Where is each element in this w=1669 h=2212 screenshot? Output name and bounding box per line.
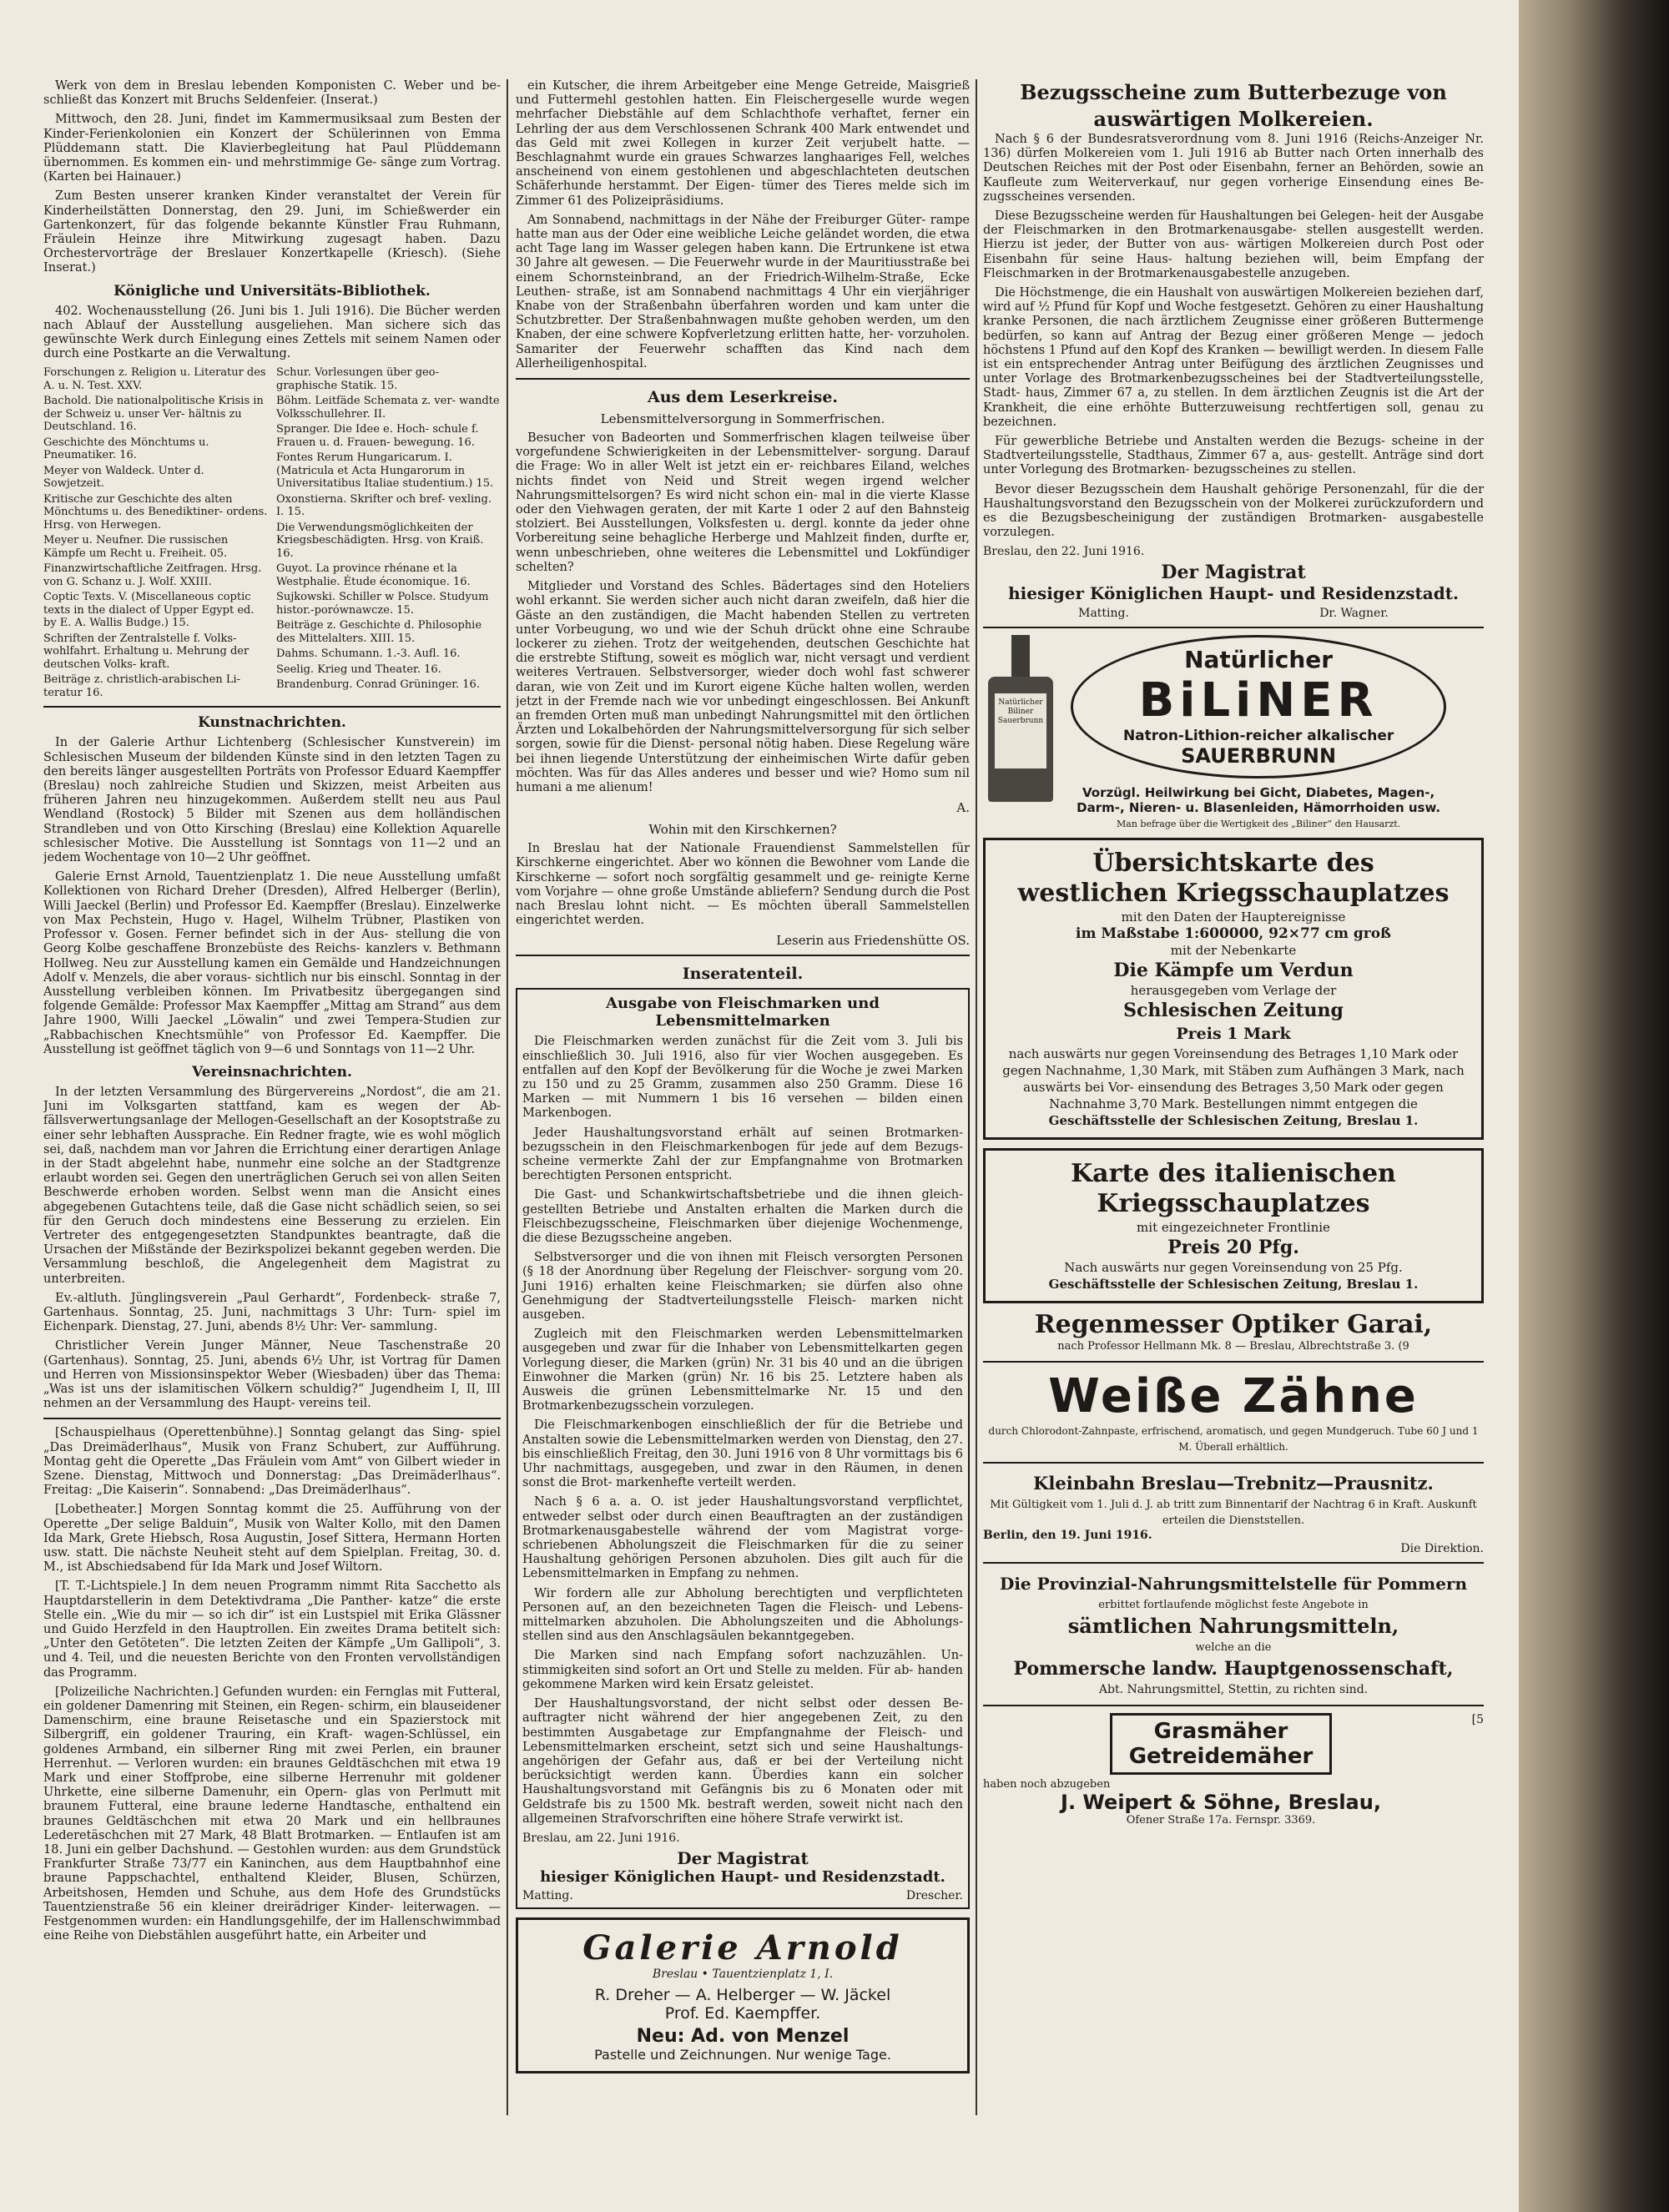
ad-provinzial — [983, 1570, 1484, 1698]
book-entry: Meyer von Waldeck. Unter d. Sowjetzeit. — [43, 464, 204, 491]
ad-title: Die Provinzial-Nahrungsmittelstelle für Pommern — [999, 1574, 1468, 1595]
ad-line: mit den Daten der Hauptereignisse — [1121, 909, 1346, 925]
ad-line: Nach auswärts nur gegen Voreinsendung von 25 Pfg. — [1064, 1260, 1403, 1276]
paragraph: Zum Besten unserer kranken Kinder veranstaltet der Verein für Kinderheilstätten Donnerstag, den 29. Juni, im Schießwerder ein Gartenkonzert, für das folgende bekannte Künstler Frau Ruhmann, Fräulein Heinze ihre Mitwirkung zugesagt haben. Dazu Orchestervorträge der Breslauer Konzertkapelle (Kriesch). (Siehe Inserat.) — [43, 189, 501, 275]
ad-line: Preis 1 Mark — [1176, 1025, 1291, 1044]
notice-title: Ausgabe von Fleischmarken und Lebensmittelmarken — [606, 995, 880, 1030]
ad-line: Kriegsschauplatzes — [1097, 1189, 1370, 1219]
paragraph: In der letzten Versammlung des Bürgervereins „Nordost“, die am 21. Juni im Volksgarten stattfand, kam es wegen der Ab- fällsverwertungsanlage der Mellogen-Gesellschaft an der Kosoptstraße zu einer sehr lebhaften Aussprache. Ein Redner fragte, wie es wohl möglich sei, daß, nachdem man vor Jahren die Errichtung einer derartigen Anlage in der Stadt abgelehnt habe, nunmehr eine solche an der Stadtgrenze erlaubt worden sei. Gegen den unerträglichen Geruch sei von allen Seiten Beschwerde erhoben worden. Selbst wenn man die Ansicht eines abgegebenen Gutachtens teile, daß die Gase nicht schädlich seien, so sei für den Geruch doch mindestens eine Besserung zu erzielen. Ein Vertreter des entgegengesetzten Standpunktes beantragte, daß die Ursachen der Mißstände der Bezirkspolizei bekannt gegeben werden. Die Versammlung beschloß, die Angelegenheit dem Magistrat zu unterbreiten. — [43, 1085, 501, 1286]
signature: A. — [956, 800, 970, 816]
ad-line: J. Weipert & Söhne, Breslau, — [1061, 1791, 1381, 1815]
brand-name: BiLiNER — [1138, 673, 1379, 728]
paragraph: Die Gast- und Schankwirtschaftsbetriebe und die ihnen gleich- gestellten Betriebe und Anstalten erhalten die Marken durch die Fleischbezugsscheine, Fleischmarken über diejenige Wochenmenge, die diese Bezugsscheine angeben. — [522, 1188, 963, 1245]
ad-title: Weiße Zähne — [1048, 1369, 1419, 1424]
paragraph: Galerie Ernst Arnold, Tauentzienplatz 1. Die neue Ausstellung umfaßt Kollektionen von Richard Dreher (Dresden), Alfred Helberger (Berlin), Willi Jaeckel (Berlin) und Professor Ed. Kaempffer (Breslau). Einzelwerke von Max Pechstein, Hugo v. Hagel, Wilhelm Trübner, Plastiken von Professor v. Gosen. Ferner befindet sich in der Aus- stellung die von Georg Kolbe geschaffene Bronzebüste des Reichs- kanzlers v. Bethmann Hollweg. Neu zur Ausstellung kamen ein Gemälde und Handzeichnungen Adolf v. Menzels, die aber voraus- sichtlich nur bis einschl. Sonntag in der Ausstellung verbleiben können. Im Privatbesitz übergegangen sind folgende Gemälde: Professor Max Kaempffer „Mittag am Strand“ aus dem Jahre 1900, Willi Jaeckel „Löwalin“ und zwei Tempera-Studien zur „Rabbachischen Knechtsmühle“ von Professor Ed. Kaempffer. Die Ausstellung ist geöffnet täglich von 9—6 und Sonntags von 11—2 Uhr. — [43, 870, 501, 1056]
book-entry: Fontes Rerum Hungaricarum. I. (Matricula et Acta Hungarorum in Universitatibus Italiae studentium.) 15. — [276, 451, 494, 491]
divider — [516, 378, 970, 380]
book-entry: Forschungen z. Religion u. Literatur des A. u. N. Test. XXV. — [43, 366, 266, 392]
ad-line: Übersichtskarte des — [1092, 849, 1374, 879]
notice-date: Breslau, am 22. Juni 1916. — [522, 1831, 680, 1845]
biliner-text: Vorzügl. Heilwirkung bei Gicht, Diabetes, Magen-, Darm-, Nieren- u. Blasenleiden, Hämorrhoiden usw. — [1077, 785, 1441, 816]
ad-line: sämtlichen Nahrungsmitteln, — [1067, 1614, 1399, 1639]
book-entry: Coptic Texts. V. (Miscellaneous coptic texts in the dialect of Upper Egypt ed. by E. A. Wallis Budge.) 15. — [43, 591, 255, 630]
book-entry: Beiträge z. christlich-arabischen Li- teratur 16. — [43, 673, 241, 699]
book-entry: Seelig. Krieg und Theater. 16. — [276, 663, 441, 676]
book-entry: Die Verwendungsmöglichkeiten der Kriegsbeschädigten. Hrsg. von Kraiß. 16. — [276, 521, 484, 560]
ad-galerie-arnold — [516, 1917, 970, 2073]
ad-text: welche an die — [1195, 1641, 1272, 1655]
subheading: Lebensmittelversorgung in Sommerfrischen. — [600, 411, 885, 427]
paragraph: [Lobetheater.] Morgen Sonntag kommt die 25. Aufführung von der Operette „Der selige Balduin“, Musik von Walter Kollo, mit den Damen Ida Mark, Grete Hiebsch, Rosa Augustin, Josef Sittera, Hermann Horten usw. statt. Die nächste Neuheit steht auf dem Spielplan. Freitag, 30. d. M., ist Abschiedsabend für Ida Mark und Josef Wiltorn. — [43, 1503, 501, 1575]
paragraph: Wir fordern alle zur Abholung berechtigten und verpflichteten Personen auf, an den bezeichneten Tagen die Fleisch- und Lebens- mittelmarken abzuholen. Die Abholungszeiten und die Abholungs- stellen sind aus den Anschlagsäulen bekanntgegeben. — [522, 1586, 963, 1644]
signer-name: Matting. — [522, 1888, 573, 1902]
magistrat-names — [983, 607, 1484, 620]
book-entry: Böhm. Leitfäde Schemata z. ver- wandte Volksschullehrer. II. — [276, 395, 500, 421]
paragraph: ein Kutscher, die ihrem Arbeitgeber eine Menge Getreide, Maisgrieß und Futtermehl gestohlen hatten. Ein Fleischergeselle wurde wegen mehrfacher Diebstähle auf dem Schlachthofe verhaftet, ferner ein Lehrling der aus dem Verschlossenen Schrank 400 Mark entwendet und das Geld mit zwei Kollegen in kurzer Zeit verjubelt hatte. — Beschlagnahmt wurde ein graues Schwarzes langhaariges Fell, welches anscheinend von einem gestohlenen und abgeschlachteten deutschen Schäferhunde herstammt. Der Eigen- tümer des Tieres melde sich im Zimmer 61 des Polizeipräsidiums. — [516, 79, 970, 208]
paragraph: Am Sonnabend, nachmittags in der Nähe der Freiburger Güter- rampe hatte man aus der Oder eine weibliche Leiche geländet worden, die etwa acht Tage lang im Wasser gelegen haben kann. Die Ertrunkene ist etwa 30 Jahre alt gewesen. — Die Feuerwehr wurde in der Mauritiusstraße bei einem Schornsteinbrand, an der Friedrich-Wilhelm-Straße, Ecke Leuthen- straße, ist am Sonnabend nachmittags 4 Uhr ein vierjähriger Knabe von der Straßenbahn überfahren worden und kam unter die Schutzbretter. Der Straßenbahnwagen mußte gehoben werden, um den Knaben, der eine schwere Kopfverletzung erlitten hatte, her- vorzuholen. Samariter der Feuerwehr schafften das Kind nach dem Allerheiligenhospital. — [516, 213, 970, 370]
book-entry: Meyer u. Neufner. Die russischen Kämpfe um Recht u. Freiheit. 05. — [43, 534, 229, 560]
paragraph: 402. Wochenausstellung (26. Juni bis 1. Juli 1916). Die Bücher werden nach Ablauf der Ausstellung ausgeliehen. Man sichere sich das gewünschte Werk durch Einlegung eines Zettels mit seinem Namen oder durch eine Postkarte an die Verwaltung. — [43, 304, 501, 361]
section-heading-bibliothek: Königliche und Universitäts-Bibliothek. — [113, 282, 431, 300]
ad-artists: R. Dreher — A. Helberger — W. Jäckel — [594, 1985, 891, 2004]
divider — [983, 1462, 1484, 1464]
ad-line: mit eingezeichneter Frontlinie — [1137, 1220, 1330, 1236]
ad-weipert — [983, 1713, 1484, 1827]
book-entry: Spranger. Die Idee e. Hoch- schule f. Frauen u. d. Frauen- bewegung. 16. — [276, 423, 479, 449]
divider — [983, 1361, 1484, 1363]
divider — [516, 955, 970, 956]
ad-tagline: Pastelle und Zeichnungen. Nur wenige Tage. — [594, 2046, 891, 2063]
brand-sub: Natron-Lithion-reicher alkalischer — [1122, 728, 1394, 745]
magistrat-subtitle: hiesiger Königlichen Haupt- und Residenzstadt. — [540, 1867, 945, 1886]
ad-address: Breslau • Tauentzienplatz 1, I. — [652, 1967, 834, 1981]
paragraph: Die Fleischmarkenbogen einschließlich der für die Betriebe und Anstalten sowie die Lebensmittelmarken werden von Dienstag, den 27. bis einschließlich Freitag, den 30. Juni 1916 von 8 Uhr vormittags bis 6 Uhr nachmittags, ausgegeben, und zwar in den Räumen, in denen sonst die Brot- markenhefte verteilt werden. — [522, 1418, 963, 1490]
ad-text: durch Chlorodont-Zahnpaste, erfrischend, aromatisch, und gegen Mundgeruch. Tube 60 J und 1 M. Überall erhältlich. — [988, 1425, 1479, 1454]
section-heading-verein: Vereinsnachrichten. — [192, 1063, 352, 1081]
column-1 — [43, 79, 501, 2115]
paragraph: Besucher von Badeorten und Sommerfrischen klagen teilweise über vorgefundene Schwierigkeiten in der Lebensmittelver- sorgung. Darauf die Frage: Wo in aller Welt ist jetzt ein er- reichbares Eiland, welches nichts findet von Neid und Streit wegen irgend welcher Nahrungsmittelsorgen? Es wird nicht schon ein- mal in die vierte Klasse oder den Viehwagen geraten, der mit Karte 1 oder 2 auf den Bahnsteig stolziert. Bei Ausstellungen, Volksfesten u. dergl. konnte da jeder ohne Vorbereitung seine behagliche Herberge und Mahlzeit finden, durfte er, wenn unbeschrieben, ohne weiteres die Lebensmittel und Lokfündiger schelten? — [516, 431, 970, 574]
ad-line: nach auswärts nur gegen Voreinsendung des Betrages 1,10 Mark oder gegen Nachnahme, 1,30 Mark, mit Stäben zum Aufhängen 3 Mark, nach auswärts bei Vor- einsendung des Betrages 3,50 Mark oder gegen Nachnahme 3,70 Mark. Bestellungen nimmt entgegen die — [1002, 1046, 1465, 1112]
paragraph: Die Marken sind nach Empfang sofort nachzuzählen. Un- stimmigkeiten sind sofort an Ort und Stelle zu melden. Für ab- handen gekommene Marken wird kein Ersatz geleistet. — [522, 1649, 963, 1691]
paragraph: Mitglieder und Vorstand des Schles. Bädertages sind den Hoteliers wohl erkannt. Sie werden sicher auch nicht daran zweifeln, daß hier die Gäste an den zuständigen, die Macht habenden Stellen zu vertreten unter Vorbeugung, wo und wie der Schuh drückt ohne eine Schraube lockerer zu ziehen. Trotz der weitgehenden, deutschen Geschichte hat die erstrebte Stiftung, soweit es möglich war, nicht versagt und verdient weiteres Vertrauen. Selbstversorger, wieder doch wohl fast schwerer daran, wie von Zeit und im Kurort eigene Küche halten wollen, werden jetzt in der Fremde nach wie vor unbedingt eingeschlossen. Bei Ankunft an fremden Orten muß man unbedingt Nahrungsmittel mit den örtlichen Ärzten und Lokalbehörden der Nahrungsmittelversorgung für sich selber sorgen, sowie für die Dienst- personal nötig haben. Diese Regelung wäre bei ihnen liegende Unterstützung der einheimischen Wirte dafür geben möchten. Was für das Alles anderes und besser und wie? Homo sum nil humani a me alienum! — [516, 580, 970, 794]
signer-name: Matting. — [1078, 607, 1129, 621]
column-rule — [507, 79, 508, 2115]
paragraph: In der Galerie Arthur Lichtenberg (Schlesischer Kunstverein) im Schlesischen Museum der bildenden Künste sind in den letzten Tagen zu den bereits länger ausgestellten Porträts von Professor Eduard Kaempffer (Breslau) noch zahlreiche Studien und Skizzen, meist Arbeiten aus früheren Jahren neu hinzugekommen. Außerdem stellt neu aus Paul Wendland (Rostock) 5 Bilder mit Szenen aus dem holländischen Strandleben und von Otto Kirsching (Breslau) eine Kollektion Aquarelle schlesischer Motive. Die Ausstellung ist Sonntags von 11—2 und an jedem Wochentage von 10—2 Uhr geöffnet. — [43, 736, 501, 865]
butter-notice-title: Bezugsscheine zum Butterbezuge von auswärtigen Molkereien. — [1020, 80, 1447, 131]
magistrat-title: Der Magistrat — [677, 1847, 809, 1868]
paragraph: Die Fleischmarken werden zunächst für die Zeit vom 3. Juli bis einschließlich 30. Juli 1916, also für vier Wochen ausgegeben. Es entfallen auf den Kopf der Bevölkerung für die Woche je zwei Marken zu 150 und zu 25 Gramm, zusammen also 250 Gramm. Diese 16 Marken — mit Nummern 1 bis 16 versehen — bilden einen Markenbogen. — [522, 1035, 963, 1121]
ad-garai — [983, 1312, 1484, 1354]
ad-text: erbittet fortlaufende möglichst feste Angebote in — [1098, 1599, 1369, 1612]
ad-karte-italien — [983, 1148, 1484, 1303]
ad-kleinbahn — [983, 1470, 1484, 1555]
column-2 — [516, 79, 970, 2115]
magistrat-subtitle: hiesiger Königlichen Haupt- und Residenzstadt. — [1008, 583, 1459, 604]
signer-name: Dr. Wagner. — [1319, 607, 1389, 621]
section-heading-inserate: Inseratenteil. — [682, 965, 804, 984]
ad-title: Galerie Arnold — [582, 1927, 903, 1968]
book-list — [43, 366, 501, 699]
ad-line: herausgegeben vom Verlage der — [1130, 983, 1337, 999]
ad-line: Geschäftsstelle der Schlesischen Zeitung, Breslau 1. — [1048, 1113, 1419, 1129]
paragraph: Christlicher Verein Junger Männer, Neue Taschenstraße 20 (Gartenhaus). Sonntag, 25. Juni, abends 6½ Uhr, ist Vortrag für Damen und Herren von Missionsinspektor Weber (Wiesbaden) über das Thema: „Was ist uns der islamitischen Völkern schuldig?“ Jugendheim I, II, III nehmen an der Versammlung des Haupt- vereins teil. — [43, 1339, 501, 1411]
divider — [43, 706, 501, 708]
ad-biliner — [983, 635, 1484, 829]
brand-sub2: SAUERBRUNN — [1181, 744, 1337, 768]
biliner-logo — [1062, 635, 1455, 829]
ad-new: Neu: Ad. von Menzel — [636, 2025, 850, 2047]
ad-line: mit der Nebenkarte — [1170, 943, 1297, 959]
book-entry: Schriften der Zentralstelle f. Volks- wohlfahrt. Erhaltung u. Mehrung der deutschen Volks- kraft. — [43, 632, 250, 671]
paragraph: [Schauspielhaus (Operettenbühne).] Sonntag gelangt das Sing- spiel „Das Dreimäderlhaus“, Musik von Franz Schubert, zur Aufführung. Montag geht die Operette „Das Fräulein vom Amt“ von Gilbert wieder in Szene. Dienstag, Mittwoch und Donnerstag: „Das Dreimäderlhaus“. Freitag: „Die Kaiserin“. Sonnabend: „Das Dreimäderlhaus“. — [43, 1426, 501, 1498]
ad-line: Preis 20 Pfg. — [1167, 1237, 1299, 1259]
signer-name: Drescher. — [905, 1888, 963, 1902]
ad-artist: Prof. Ed. Kaempffer. — [664, 2003, 821, 2023]
column-rule — [976, 79, 977, 2115]
brand-top: Natürlicher — [1184, 646, 1334, 674]
divider — [43, 1418, 501, 1419]
paragraph: Der Haushaltungsvorstand, der nicht selbst oder dessen Be- auftragter nicht während der hier angegebenen Zeit, zu den bestimmten Ausgabetage zur Empfangnahme der Fleisch- und Lebensmittelmarken erscheint, setzt sich und seine Haushaltungs- angehörigen der Gefahr aus, daß er bei der Verteilung nicht berücksichtigt werden kann. Überdies kann ein solcher Haushaltungsvorstand mit Gefängnis bis zu 6 Monaten oder mit Geldstrafe bis zu 1500 Mk. bestraft werden, soweit nicht nach den allgemeinen Strafvorschriften eine höhere Strafe verwirkt ist. — [522, 1697, 963, 1826]
paragraph: Zugleich mit den Fleischmarken werden Lebensmittelmarken ausgegeben und zwar für die Inhaber von Lebensmittelkarten gegen Vorlegung dieser, die Marken (grün) Nr. 31 bis 40 und an die übrigen Einwohner die Marken (grün) Nr. 16 bis 25. Letztere haben als Ausweis die grünen Lebensmittelmarke Nr. 15 und den Brotmarkenbezugsschein vorzulegen. — [522, 1328, 963, 1413]
ad-zaehne — [983, 1369, 1484, 1455]
ad-line: Geschäftsstelle der Schlesischen Zeitung, Breslau 1. — [1048, 1277, 1419, 1292]
ad-text: Abt. Nahrungsmittel, Stettin, zu richten sind. — [1098, 1683, 1369, 1697]
book-entry: Guyot. La province rhénane et la Westphalie. Étude économique. 16. — [276, 562, 471, 588]
paragraph: [Polizeiliche Nachrichten.] Gefunden wurden: ein Fernglas mit Futteral, ein goldener Damenring mit Steinen, ein Regen- schirm, ein blauseidener Damenschirm, eine braune Reisetasche und ein Spazierstock mit Silbergriff, ein goldener Trauring, ein Kraft- wagen-Schlüssel, ein goldenes Armband, ein silberner Ring mit zwei Perlen, ein brauner Herrenhut. — Verloren wurden: ein braunes Geldtäschchen mit etwa 19 Mark und einer Stoffprobe, eine silberne Herrenuhr mit goldener Uhrkette, eine silberne Damenuhr, ein Opern- glas von Perlmutt mit braunem Futteral, eine braune lederne Handtasche, enthaltend ein braunes Geldtäschchen mit etwa 20 Mark und ein hellbraunes Lederetäschchen mit 27 Mark, 48 Blatt Brotmarken. — Entlaufen ist am 18. Juni ein gelber Dachshund. — Gestohlen wurden: aus dem Grundstück Frankfurter Straße 73/77 ein Kaninchen, aus dem Hauptbahnhof eine braune Pappschachtel, enthaltend Kleider, Blusen, Schürzen, Arbeitshosen, Hemden und Schuhe, aus dem Hofe des Grundstücks Tauentzienstraße 56 ein kleiner dreirädriger Kinder- leiterwagen. — Festgenommen wurden: ein Handlungsgehilfe, der im Hallenschwimmbad eine Reihe von Diebstählen ausgeführt hatte, ein Arbeiter und — [43, 1685, 501, 1943]
book-entry: Bachold. Die nationalpolitische Krisis in der Schweiz u. unser Ver- hältnis zu Deutschland. 16. — [43, 395, 264, 434]
section-heading-leserkreis: Aus dem Leserkreise. — [647, 388, 839, 407]
ad-line: Karte des italienischen — [1071, 1159, 1396, 1189]
paragraph: [T. T.-Lichtspiele.] In dem neuen Programm nimmt Rita Sacchetto als Hauptdarstellerin in dem Detektivdrama „Die Panther- katze“ die erste Stelle ein. „Wie du mir — so ich dir“ ist ein Lustspiel mit Erika Glässner und Guido Herzfeld in den Hauptrollen. Ein zweites Drama betitelt sich: „Unter den Getöteten“. Die letzten Zeiten der Kämpfe „Um Gallipoli“, 3. und 4. Teil, und die neuesten Berichte von den Fronten vervollständigen das Programm. — [43, 1580, 501, 1680]
divider — [983, 627, 1484, 628]
ad-title: Regenmesser Optiker Garai, — [1034, 1310, 1433, 1340]
paragraph: Diese Bezugsscheine werden für Haushaltungen bei Gelegen- heit der Ausgabe der Fleischmarken in den Brotmarkenausgabe- stellen ausgestellt werden. Hierzu ist jeder, der Butter von aus- wärtigen Molkereien durch Post oder Eisenbahn für seine Haus- haltung beziehen will, beim Empfang der Fleischmarken in der Brotmarkenausgabestelle anzugeben. — [983, 209, 1484, 280]
column-3 — [983, 79, 1484, 2115]
ad-number: [5 — [1471, 1713, 1484, 1727]
book-entry: Sujkowski. Schiller w Polsce. Studyum histor.-porównawcze. 15. — [276, 591, 489, 617]
paragraph: Für gewerbliche Betriebe und Anstalten werden die Bezugs- scheine in der Stadtverteilungsstelle, Stadthaus, Zimmer 67 a, aus- gestellt. Anträge sind dort unter Vorlegung des Brotmarken- bezugsscheines zu stellen. — [983, 435, 1484, 477]
divider — [983, 1705, 1484, 1706]
ad-text: Ofener Straße 17a. Fernspr. 3369. — [1126, 1814, 1316, 1827]
ad-karte-west — [983, 838, 1484, 1140]
notice-fleischmarken — [516, 988, 970, 1909]
ad-title: Kleinbahn Breslau—Trebnitz—Prausnitz. — [1033, 1473, 1434, 1494]
paragraph: Ev.-altluth. Jünglingsverein „Paul Gerhardt“, Fordenbeck- straße 7, Gartenhaus. Sonntag, 25. Juni, nachmittags 3 Uhr: Turn- spiel im Eichenpark. Dienstag, 27. Juni, abends 8½ Uhr: Ver- sammlung. — [43, 1291, 501, 1334]
section-heading-kunst: Kunstnachrichten. — [198, 714, 346, 732]
paragraph: Mittwoch, den 28. Juni, findet im Kammermusiksaal zum Besten der Kinder-Ferienkolonien ein Konzert der Schülerinnen von Emma Plüddemann statt. Die Klavierbegleitung hat Paul Plüddemann übernommen. Es kommen ein- und mehrstimmige Ge- sänge zum Vortrag. (Karten bei Hainauer.) — [43, 113, 501, 184]
ad-line: Getreidemäher — [1128, 1744, 1314, 1770]
book-entry: Finanzwirtschaftliche Zeitfragen. Hrsg. von G. Schanz u. J. Wolf. XXIII. — [43, 562, 262, 588]
notice-date: Breslau, den 22. Juni 1916. — [983, 545, 1145, 559]
ad-line: Grasmäher — [1153, 1719, 1288, 1745]
ad-date: Berlin, den 19. Juni 1916. — [983, 1529, 1152, 1543]
ad-line: westlichen Kriegsschauplatzes — [1017, 879, 1450, 909]
ad-line: im Maßstabe 1:600000, 92×77 cm groß — [1076, 925, 1391, 943]
magistrat-title: Der Magistrat — [1161, 562, 1306, 584]
bottle-icon: Natürlicher Biliner Sauerbrunn — [983, 635, 1058, 802]
divider — [983, 1562, 1484, 1564]
ad-text: haben noch abzugeben — [983, 1778, 1111, 1791]
book-entry: Schur. Vorlesungen über geo- graphische Statik. 15. — [276, 366, 439, 392]
paragraph: Nach § 6 a. a. O. ist jeder Haushaltungsvorstand verpflichtet, entweder selbst oder durch einen Beauftragten an der zuständigen Brotmarkenausgabestelle während der vom Magistrat vorge- schriebenen Abholungszeit die Fleischmarken für die zu seiner Haushaltung gehörigen Personen abzuholen. Dies gilt auch für die Lebensmittelmarken in Empfang zu nehmen. — [522, 1495, 963, 1581]
magistrat-names — [522, 1889, 963, 1902]
ad-line: Pommersche landw. Hauptgenossenschaft, — [1013, 1658, 1454, 1680]
book-entry: Oxonstierna. Skrifter och bref- vexling. I. 15. — [276, 492, 492, 519]
book-entry: Dahms. Schumann. 1.-3. Aufl. 16. — [276, 647, 461, 661]
paragraph: Selbstversorger und die von ihnen mit Fleisch versorgten Personen (§ 18 der Anordnung über Regelung der Fleischver- sorgung vom 20. Juni 1916) erhalten keine Fleischmarken; sie dürfen also ohne Genehmigung der Stadtverteilungsstelle Fleisch- marken nicht ausgeben. — [522, 1251, 963, 1323]
biliner-small: Man befrage über die Wertigkeit des „Biliner“ den Hausarzt. — [1117, 819, 1401, 830]
subheading: Wohin mit den Kirschkernen? — [648, 822, 837, 838]
paragraph: Werk von dem in Breslau lebenden Komponisten C. Weber und be- schließt das Konzert mit Bruchs Seldenfeier. (Inserat.) — [43, 79, 501, 108]
paragraph: In Breslau hat der Nationale Frauendienst Sammelstellen für Kirschkerne eingerichtet. Aber wo können die Bewohner vom Lande die Kirschkerne — sofort noch sorgfältig gesammelt und ge- reinigte Kerne vom Vorjahre — ohne große Umstände abliefern? Sendung durch die Post nach Breslau lohnt nicht. — Es möchten überall Sammelstellen eingerichtet werden. — [516, 842, 970, 928]
paragraph: Bevor dieser Bezugsschein dem Haushalt gehörige Personenzahl, für die der Haushaltungsvorstand den Bezugsschein von der Molkerei zurückzufordern und es die Bezugsbescheinigung der zuständigen Brotmarken- ausgabestelle vorzulegen. — [983, 482, 1484, 540]
ad-line: Schlesischen Zeitung — [1123, 1000, 1344, 1022]
book-entry: Beiträge z. Geschichte d. Philosophie des Mittelalters. XIII. 15. — [276, 619, 482, 645]
book-entry: Geschichte des Mönchtums u. Pneumatiker. 16. — [43, 436, 209, 462]
ad-signature: Die Direktion. — [1400, 1542, 1484, 1556]
paragraph: Jeder Haushaltungsvorstand erhält auf seinen Brotmarken- bezugsschein in den Fleischmarkenbogen für jede auf dem Bezugs- scheine vermerkte Zahl der zur Empfangnahme von Brotmarken berechtigten Personen entspricht. — [522, 1126, 963, 1183]
ad-text: nach Professor Hellmann Mk. 8 — Breslau, Albrechtstraße 3. (9 — [1057, 1340, 1409, 1353]
ad-text: Mit Gültigkeit vom 1. Juli d. J. ab tritt zum Binnentarif der Nachtrag 6 in Kraft. Auskunft erteilen die Dienststellen. — [990, 1499, 1477, 1528]
paragraph: Die Höchstmenge, die ein Haushalt von auswärtigen Molkereien beziehen darf, wird auf ½ Pfund für Kopf und Woche festgesetzt. Gehören zu einer Haushaltung kranke Personen, die nach ärztlichem Zeugnisse einer größeren Buttermenge bedürfen, so kann auf Antrag der Bezug einer größeren Menge — jedoch höchstens 1 Pfund auf den Kopf des Kranken — bewilligt werden. In diesem Falle ist ein entsprechender Antrag unter Beifügung des ärztlichen Zeugnisses und unter Vorlage des Brotmarkenbezugsscheines bei der Stadtverteilungsstelle, Stadt- haus, Zimmer 67 a, zu stellen. In dem ärztlichen Zeugnis ist die Art der Krankheit, die eine erhöhte Butterzuweisung rechtfertigen soll, genau zu bezeichnen. — [983, 286, 1484, 429]
ad-line: Die Kämpfe um Verdun — [1113, 960, 1354, 982]
book-entry: Kritische zur Geschichte des alten Mönchtums u. des Benediktiner- ordens. Hrsg. von Herwegen. — [43, 492, 268, 532]
book-binding — [1519, 0, 1669, 2212]
paragraph: Nach § 6 der Bundesratsverordnung vom 8. Juni 1916 (Reichs-Anzeiger Nr. 136) dürfen Molkereien vom 1. Juli 1916 ab Butter nach Orten innerhalb des Deutschen Reiches mit der Post oder Eisenbahn, ferner an Behörden, sowie an Kaufleute zum Weiterverkauf, nur gegen vorherige Einsendung eines Be- zugsscheines versenden. — [983, 133, 1484, 204]
signature: Leserin aus Friedenshütte OS. — [776, 933, 970, 949]
book-entry: Brandenburg. Conrad Grüninger. 16. — [276, 678, 480, 692]
